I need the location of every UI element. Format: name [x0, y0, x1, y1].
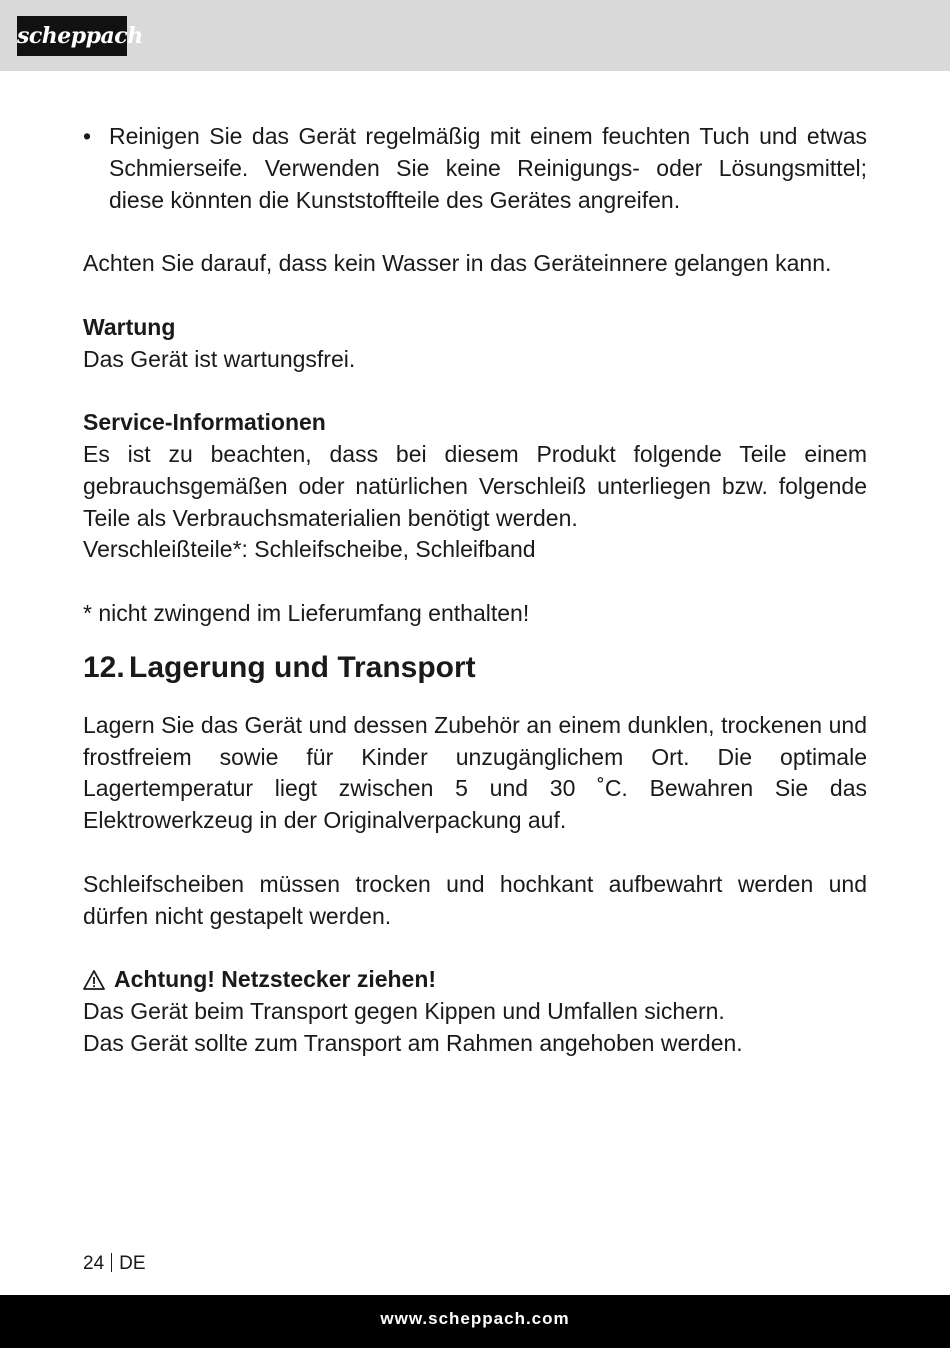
service-text: Es ist zu beachten, dass bei diesem Produkt folgende Teile einem gebrauchsgemäßen oder natürlichen Verschleiß unterliegen bzw. folgende Teile als Verbrauchsmaterialien benötigt werden.: [83, 440, 867, 531]
page-number: 24: [83, 1253, 105, 1274]
section-heading: [83, 646, 867, 690]
bullet-dot-icon: •: [83, 123, 92, 149]
storage-text: Lagern Sie das Gerät und dessen Zubehör an einem dunklen, trockenen und frostfreiem sowie für Kinder unzugänglichem Ort. Die optimale Lagertemperatur liegt zwischen 5 und 30 ˚C. Bewahren Sie das Elektrowerkzeug in der Originalverpackung auf.: [83, 711, 867, 834]
discs-text: Schleifscheiben müssen trocken und hochkant aufbewahrt werden und dürfen nicht gestapelt werden.: [83, 870, 867, 929]
cleaning-text: Reinigen Sie das Gerät regelmäßig mit einem feuchten Tuch und etwas Schmierseife. Verwenden Sie keine Reinigungs- oder Lösungsmittel; diese könnten die Kunststoffteile des Gerätes angreifen.: [109, 123, 867, 213]
footer-bar: [0, 1295, 950, 1348]
warning-heading-text: Achtung! Netzstecker ziehen!: [114, 966, 437, 993]
page-content: [83, 121, 867, 1060]
language-code: DE: [119, 1253, 146, 1274]
cleaning-bullet: [83, 121, 867, 216]
wear-parts: Verschleißteile*: Schleifscheibe, Schleifband: [83, 536, 536, 563]
service-heading: Service-Informationen: [83, 409, 326, 436]
section-title: Lagerung und Transport: [129, 650, 476, 684]
transport-line-2: Das Gerät sollte zum Transport am Rahmen angehoben werden.: [83, 1029, 743, 1056]
footnote: * nicht zwingend im Lieferumfang enthalten!: [83, 599, 530, 626]
page-header: [0, 0, 950, 71]
footer-divider: [111, 1253, 112, 1272]
water-note: Achten Sie darauf, dass kein Wasser in das Geräteinnere gelangen kann.: [83, 250, 832, 277]
scheppach-logo: scheppach: [17, 16, 127, 56]
website-link[interactable]: www.scheppach.com: [380, 1309, 570, 1328]
warning-triangle-icon: [83, 969, 105, 991]
transport-line-1: Das Gerät beim Transport gegen Kippen und Umfallen sichern.: [83, 997, 725, 1024]
page-number-footer: [83, 1251, 146, 1277]
wartung-text: Das Gerät ist wartungsfrei.: [83, 345, 356, 372]
section-number: 12.: [83, 650, 125, 684]
warning-heading: [83, 964, 867, 996]
wartung-heading: Wartung: [83, 313, 176, 340]
